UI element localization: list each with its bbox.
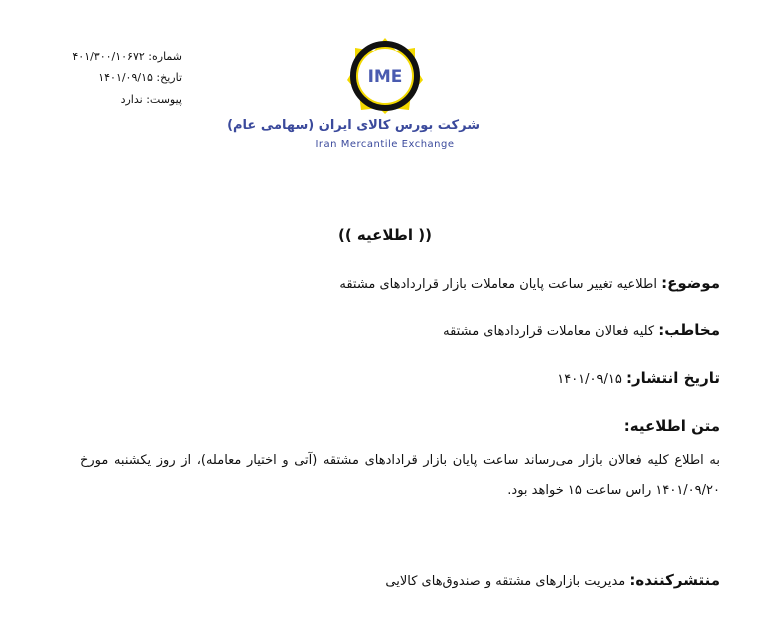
issuer-value: مدیریت بازارهای مشتقه و صندوق‌های کالایی <box>385 574 626 589</box>
publish-date-label: تاریخ انتشار: <box>626 369 720 387</box>
audience-value: کلیه فعالان معاملات قراردادهای مشتقه <box>443 324 655 339</box>
subject-value: اطلاعیه تغییر ساعت پایان معاملات بازار قراردادهای مشتقه <box>339 277 658 292</box>
subject-label: موضوع: <box>661 274 720 292</box>
letter-attachment <box>121 93 182 106</box>
notice-body: به اطلاع کلیه فعالان بازار می‌رساند ساعت پایان بازار قرادادهای مشتقه (آتی و اختیار معامله)، از روز یکشنبه مورخ ۱۴۰۱/۰۹/۲۰ راس ساعت ۱۵ خواهد بود. <box>80 453 720 498</box>
number-label: شماره: <box>148 50 182 63</box>
letter-number <box>72 50 182 63</box>
number-value: ۴۰۱/۳۰۰/۱۰۶۷۲ <box>72 50 145 63</box>
publish-date-row <box>557 369 720 387</box>
audience-row <box>443 321 720 339</box>
body-label: متن اطلاعیه: <box>623 417 720 435</box>
publish-date-value: ۱۴۰۱/۰۹/۱۵ <box>557 372 622 387</box>
issuer-label: منتشرکننده: <box>629 571 720 589</box>
ime-logo <box>345 36 425 116</box>
date-value: ۱۴۰۱/۰۹/۱۵ <box>98 71 153 84</box>
company-name-en: Iran Mercantile Exchange <box>315 139 455 150</box>
body-heading <box>624 417 720 435</box>
letter-date <box>98 71 182 84</box>
issuer-row <box>385 571 720 589</box>
date-label: تاریخ: <box>156 71 182 84</box>
attachment-value: ندارد <box>120 93 143 106</box>
company-name-fa: شرکت بورس کالای ایران (سهامی عام) <box>227 118 480 133</box>
subject-row <box>339 274 720 292</box>
audience-label: مخاطب: <box>658 321 720 339</box>
attachment-label: پیوست: <box>146 93 182 106</box>
notice-title: (( اطلاعیه )) <box>338 226 432 244</box>
logo-letters: IME <box>367 67 403 87</box>
